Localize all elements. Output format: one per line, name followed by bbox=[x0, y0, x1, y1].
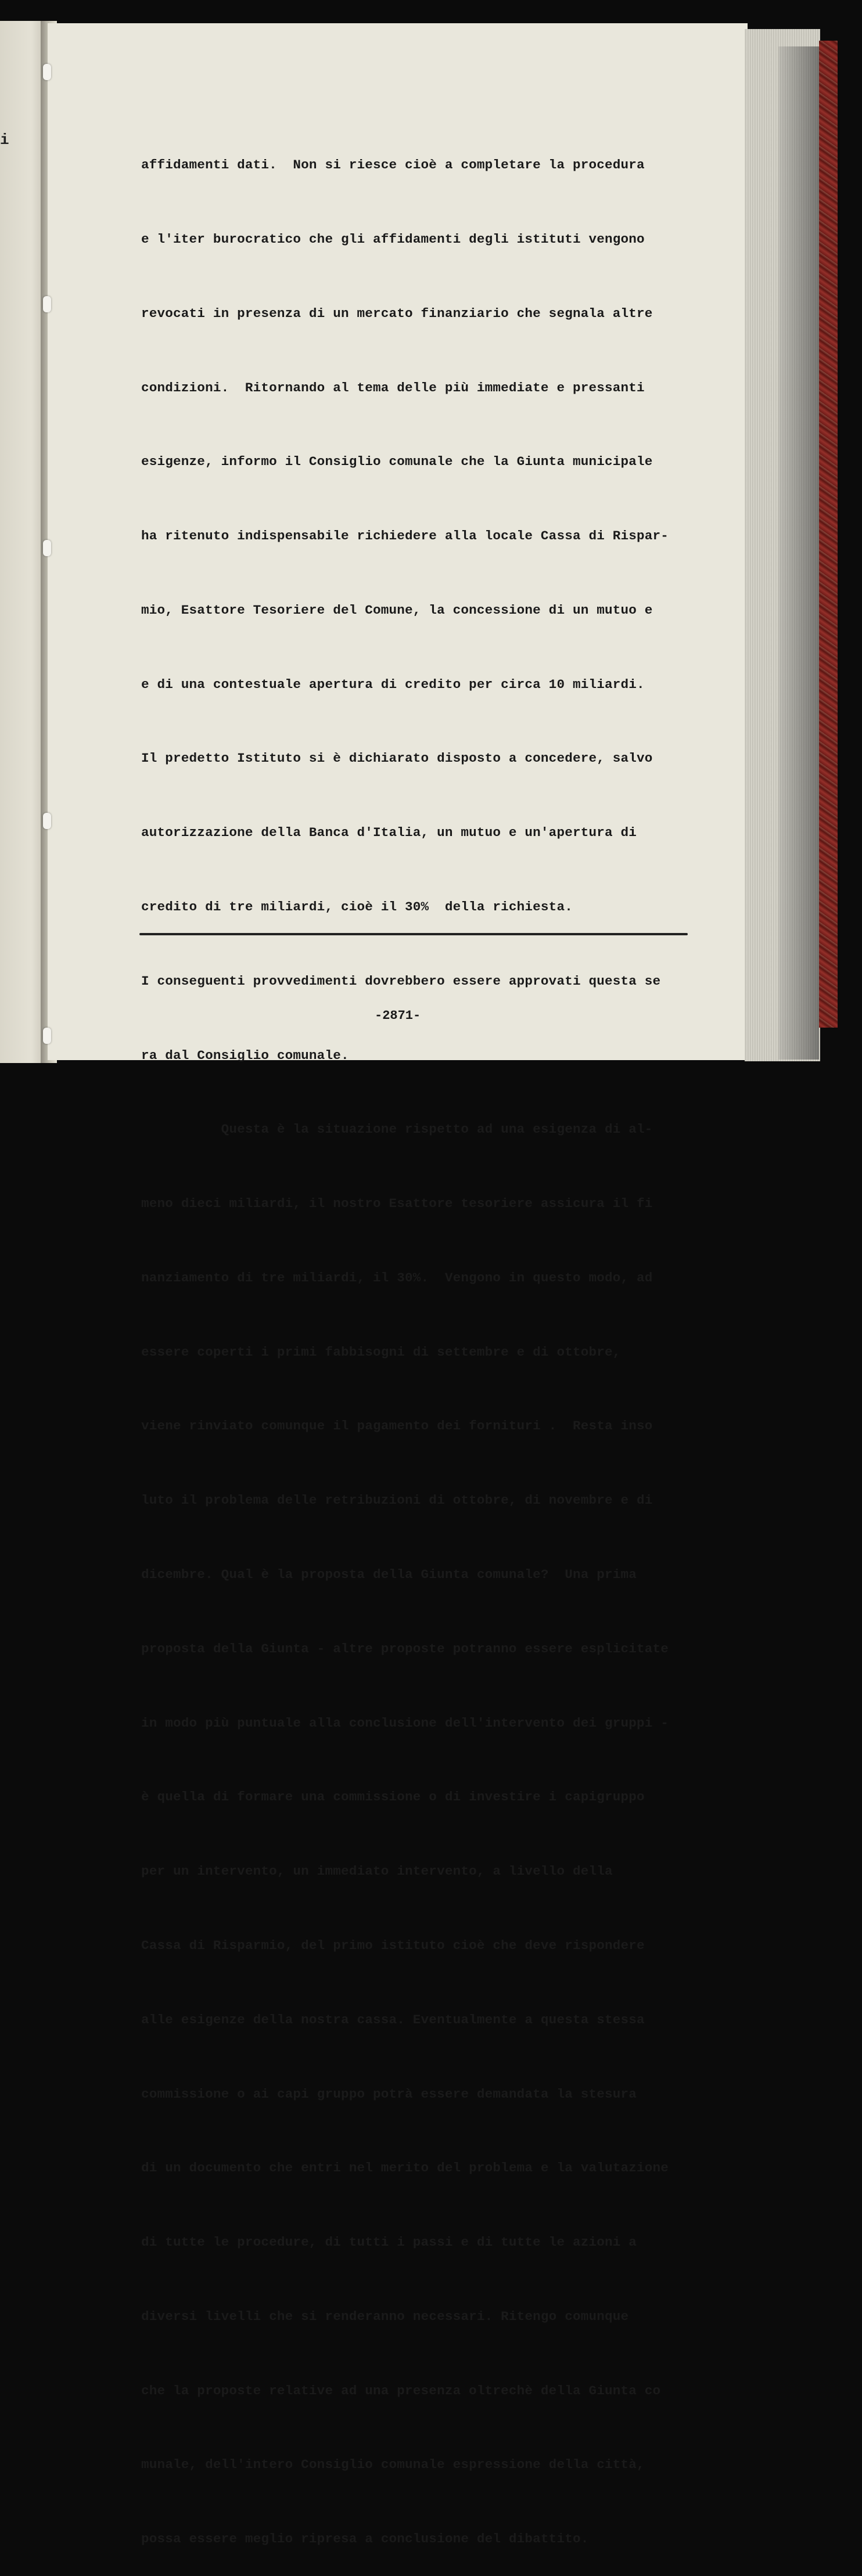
text-line: Questa è la situazione rispetto ad una esigenza di al- bbox=[141, 1122, 653, 1137]
text-line: I conseguenti provvedimenti dovrebbero essere approvati questa se bbox=[141, 973, 661, 989]
text-line: ha ritenuto indispensabile richiedere alla locale Cassa di Rispar- bbox=[141, 528, 669, 544]
text-line: e di una contestuale apertura di credito per circa 10 miliardi. bbox=[141, 676, 645, 692]
text-line: Il predetto Istituto si è dichiarato disposto a concedere, salvo bbox=[141, 751, 653, 766]
text-line: che la proposte relative ad una presenza oltrechè della Giunta co bbox=[141, 2383, 661, 2398]
text-line: nanziamento di tre miliardi, il 30%. Vengono in questo modo, ad bbox=[141, 1270, 653, 1285]
text-line: di un documento che entri nel merito del problema e la valutazione bbox=[141, 2160, 669, 2176]
text-line: di tutte le procedure, di tutti i passi e di tutte le azioni a bbox=[141, 2235, 637, 2250]
text-line: condizioni. Ritornando al tema delle più immediate e pressanti bbox=[141, 380, 645, 395]
horizontal-rule bbox=[139, 933, 688, 935]
text-line: autorizzazione della Banca d'Italia, un mutuo e un'apertura di bbox=[141, 825, 637, 841]
text-line: affidamenti dati. Non si riesce cioè a completare la procedura bbox=[141, 157, 645, 173]
text-line: per un intervento, un immediato intervento, a livello della bbox=[141, 1864, 613, 1879]
text-line: meno dieci miliardi, il nostro Esattore tesoriere assicura il fi bbox=[141, 1196, 653, 1212]
text-line: dicembre. Qual è la proposta della Giunta comunale? Una prima bbox=[141, 1567, 637, 1583]
text-line: commissione o ai capi gruppo potrà essere demandata la stesura bbox=[141, 2086, 637, 2102]
text-line: è quella di formare una commissione o di investire i capigruppo bbox=[141, 1789, 645, 1805]
text-line: proposta della Giunta - altre proposte potranno essere esplicitate bbox=[141, 1641, 669, 1656]
binding-staple-4 bbox=[43, 813, 51, 829]
text-line: munale, dell'intero Consiglio comunale espressione della città, bbox=[141, 2457, 645, 2473]
document-body bbox=[141, 103, 699, 2576]
text-line: revocati in presenza di un mercato finanziario che segnala altre bbox=[141, 305, 653, 321]
text-line: luto il problema delle retribuzioni di ottobre, di novembre e di bbox=[141, 1493, 653, 1508]
book-edge-shadow bbox=[778, 46, 819, 1060]
page-number: -2871- bbox=[375, 1008, 421, 1023]
text-line: e l'iter burocratico che gli affidamenti degli istituti vengono bbox=[141, 231, 645, 247]
text-line: mio, Esattore Tesoriere del Comune, la concessione di un mutuo e bbox=[141, 602, 653, 618]
binding-staple-3 bbox=[43, 540, 51, 556]
binding-staple-5 bbox=[43, 1028, 51, 1044]
text-line: essere coperti i primi fabbisogni di settembre e di ottobre, bbox=[141, 1344, 621, 1360]
text-line: Cassa di Risparmio, del primo istituto cioè che deve rispondere bbox=[141, 1937, 645, 1953]
text-line: credito di tre miliardi, cioè il 30% della richiesta. bbox=[141, 899, 573, 914]
text-line: in modo più puntuale alla conclusione dell'intervento dei gruppi - bbox=[141, 1715, 669, 1731]
binding-staple-1 bbox=[43, 64, 51, 80]
text-line: ra dal Consiglio comunale. bbox=[141, 1047, 349, 1063]
binding-staple-2 bbox=[43, 296, 51, 312]
text-line: possa essere meglio ripresa a conclusione del dibattito. bbox=[141, 2531, 589, 2547]
text-line: alle esigenze della nostra cassa. Eventualmente a questa stessa bbox=[141, 2012, 645, 2027]
text-line: viene rinviato comunque il pagamento dei fornituri . Resta inso bbox=[141, 1418, 653, 1434]
left-margin-mark: i bbox=[0, 131, 9, 149]
text-line: esigenze, informo il Consiglio comunale che la Giunta municipale bbox=[141, 454, 653, 470]
book-cover-marbled bbox=[819, 41, 838, 1028]
text-line: diversi livelli che si renderanno necessari. Ritengo comunque bbox=[141, 2308, 629, 2324]
